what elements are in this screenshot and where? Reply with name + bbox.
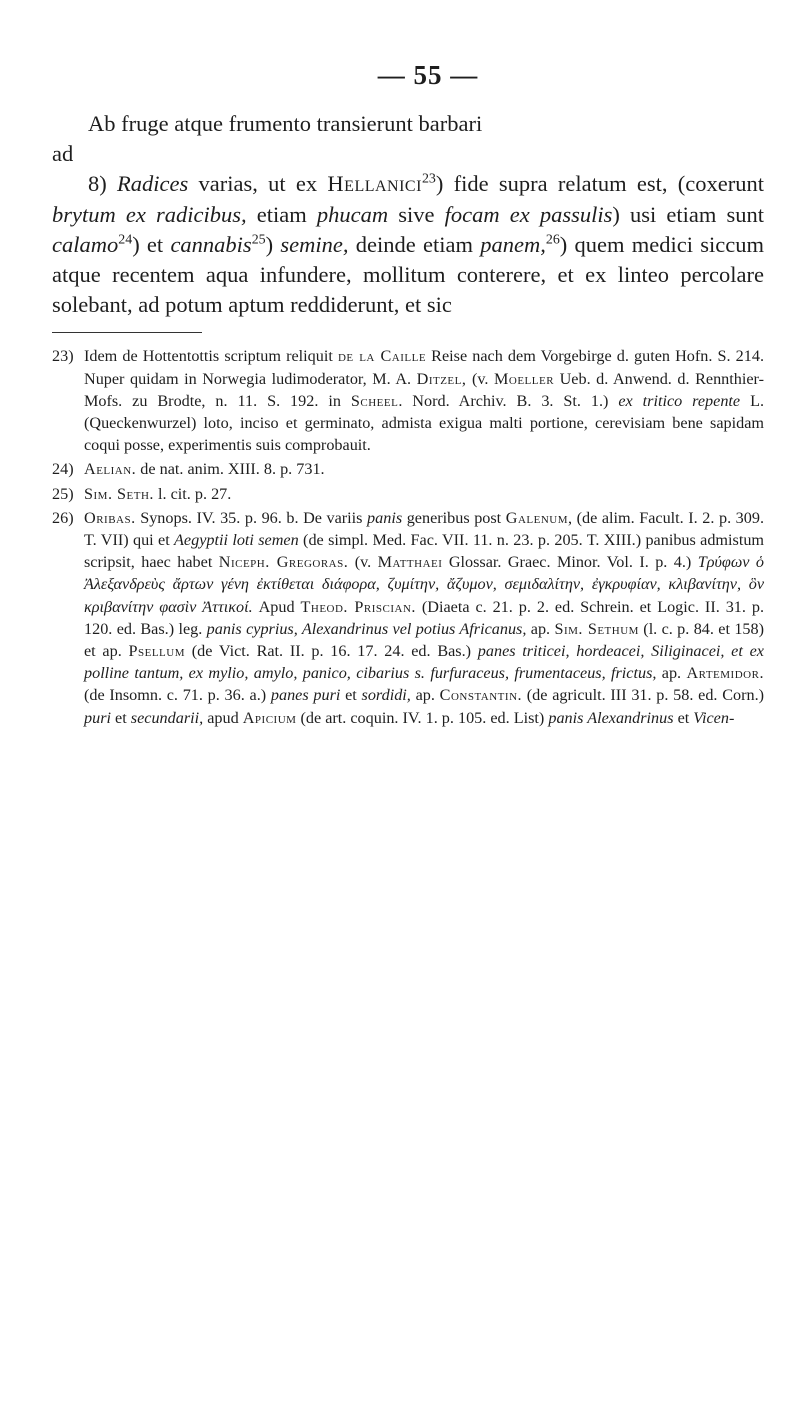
footnote-mark: 24) xyxy=(52,460,74,479)
text-run: sive xyxy=(388,201,445,227)
italic-term: Radices xyxy=(117,171,189,197)
italic-term: Aegyptii loti semen xyxy=(174,531,299,550)
text-run: etiam xyxy=(246,201,317,227)
italic-term: panis xyxy=(367,508,403,527)
text-run: , (de alim. Facult. I. 2. p. 309. T. VII) qui et xyxy=(84,508,765,550)
italic-term: puri xyxy=(84,708,111,727)
text-run: ) fide supra relatum est, (coxerunt xyxy=(435,171,764,197)
footnote-25 xyxy=(52,483,764,505)
text-run: et xyxy=(673,708,694,727)
text-run: (de Vict. Rat. II. p. 16. 17. 24. ed. Bas.) xyxy=(185,642,478,661)
italic-term: panes triticei, hordeacei, Siliginacei, et ex polline tantum, ex mylio, amylo, panico, cibarius s. furfuraceus, frumentaceus, frictus, xyxy=(84,642,764,683)
text-run: (Diaeta c. 21. p. 2. ed. Schrein. et Logic. II. 31. p. 120. ed. Bas.) leg. xyxy=(84,597,764,638)
body-line-1: Ab fruge atque frumento transierunt barbari xyxy=(88,111,483,136)
italic-term: sordidi, xyxy=(361,686,411,705)
page-number: — 55 — xyxy=(377,60,479,90)
text-run: ap. xyxy=(656,664,687,683)
text-run: de nat. anim. XIII. 8. p. 731. xyxy=(136,460,325,479)
footnote-ref-24: 24 xyxy=(118,232,133,248)
author-name: Niceph. Gregoras. xyxy=(218,553,349,572)
text-run: Apud xyxy=(252,597,301,616)
text-run: ) quem medici siccum atque recentem aqua infundere, mollitum conterere, et ex linteo percolare solebant, ad potum aptum reddiderunt, et sic xyxy=(52,231,764,318)
italic-term: panis Alexandrinus xyxy=(548,708,674,727)
footnote-mark: 23) xyxy=(52,347,74,366)
text-run: l. cit. p. 27. xyxy=(153,484,232,503)
footnote-mark: 25) xyxy=(52,484,74,503)
text-run: Synops. IV. 35. p. 96. b. De variis xyxy=(135,508,368,527)
body-line-2: ad xyxy=(52,141,74,167)
author-name: Sim. Seth. xyxy=(84,484,154,503)
author-name: Aelian. xyxy=(84,460,137,479)
text-run: (v. xyxy=(348,553,378,572)
text-run: . Nord. Archiv. B. 3. St. 1.) xyxy=(398,391,619,410)
italic-term: panem, xyxy=(480,231,546,257)
italic-term: semine, xyxy=(280,231,349,257)
footnote-ref-25: 25 xyxy=(251,232,266,248)
text-run: (l. c. p. 84. et 158) et ap. xyxy=(84,619,764,661)
text-run: Glossar. Graec. Minor. Vol. I. p. 4.) xyxy=(442,553,698,572)
text-run: Ueb. d. Anwend. d. Rennthier-Mofs. zu Brodte, n. 11. S. 192. in xyxy=(84,369,764,410)
text-run: (de agricult. III 31. p. 58. ed. Corn.) xyxy=(522,686,765,705)
italic-term: Vicen- xyxy=(693,708,735,727)
footnotes xyxy=(52,345,764,728)
italic-term: calamo xyxy=(52,231,119,257)
author-name: Constantin. xyxy=(439,686,523,705)
text-run: apud xyxy=(203,708,243,727)
footnote-24 xyxy=(52,458,764,480)
text-run: (de simpl. Med. Fac. VII. 11. n. 23. p. 205. T. XIII.) panibus admistum scripsit, haec habet xyxy=(84,531,765,572)
text-run: Reise nach dem Vorgebirge d. guten Hofn. S. 214. Nuper quidam in Norwegia ludimoderator, M. A. xyxy=(84,347,764,388)
author-name: Scheel xyxy=(350,391,399,410)
footnote-mark: 26) xyxy=(52,508,74,527)
footnote-26 xyxy=(52,507,764,729)
footnote-ref-23: 23 xyxy=(421,171,436,187)
author-name: Apicium xyxy=(242,708,297,727)
text-run: et xyxy=(340,686,362,705)
italic-term: ex tritico repente xyxy=(618,391,741,410)
author-name: Matthaei xyxy=(377,553,443,572)
italic-term: panes puri xyxy=(270,686,341,705)
author-name: Moeller xyxy=(494,369,555,388)
author-name: Theod. Priscian. xyxy=(300,597,416,616)
italic-term: panis cyprius, Alexandrinus vel potius Africanus, xyxy=(206,619,527,638)
text-run: et xyxy=(111,708,131,727)
text-run: (de art. coquin. IV. 1. p. 105. ed. List) xyxy=(296,708,549,727)
paragraph-8 xyxy=(52,169,764,320)
italic-term: secundarii, xyxy=(130,708,204,727)
italic-term: focam ex passulis xyxy=(444,201,613,227)
text-run: ) xyxy=(265,231,281,257)
text-run: ap. xyxy=(410,686,440,705)
author-name: Hellanici xyxy=(327,171,422,197)
footnote-divider xyxy=(52,332,202,333)
italic-term: phucam xyxy=(316,201,389,227)
italic-term: cannabis xyxy=(170,231,252,257)
text-run: (de Insomn. c. 71. p. 36. a.) xyxy=(84,686,271,705)
author-name: de la Caille xyxy=(337,347,427,366)
author-name: Oribas. xyxy=(84,508,136,527)
text-run: ) et xyxy=(132,231,171,257)
author-name: Psellum xyxy=(128,642,186,661)
footnote-23 xyxy=(52,345,764,456)
text-run: varias, ut ex xyxy=(188,171,328,197)
italic-term: brytum ex radicibus, xyxy=(52,201,247,227)
author-name: Sim. Sethum xyxy=(554,619,639,638)
main-text xyxy=(52,109,764,320)
greek-quotation: Τρύφων ὁ Ἀλεξανδρεὺς ἄρτων γένη ἐκτίθεται διάφορα, ζυμίτην, ἄζυμον, σεμιδαλίτην, ἐγκρυφίαν, κλιβανίτην, ὃν κριβανίτην φασὶν Ἀττικοί. xyxy=(84,553,764,616)
text-run: Idem de Hottentottis scriptum reliquit xyxy=(84,347,338,366)
text-run: (v. xyxy=(466,369,494,388)
text-run: ) usi etiam sunt xyxy=(612,201,765,227)
text-run: ap. xyxy=(526,619,555,638)
text-run: generibus post xyxy=(402,508,506,527)
text-run: L. (Queckenwurzel) loto, inciso et germinato, admista exigua malti portione, cerevisiam bene sapidam coqui posse, experimentis suis comprobauit. xyxy=(84,391,764,455)
text-run: deinde etiam xyxy=(348,231,481,257)
footnote-ref-26: 26 xyxy=(545,232,560,248)
text-run: 8) xyxy=(88,171,118,197)
author-name: Ditzel, xyxy=(416,369,467,388)
author-name: Artemidor. xyxy=(686,664,764,683)
author-name: Galenum xyxy=(505,508,568,527)
